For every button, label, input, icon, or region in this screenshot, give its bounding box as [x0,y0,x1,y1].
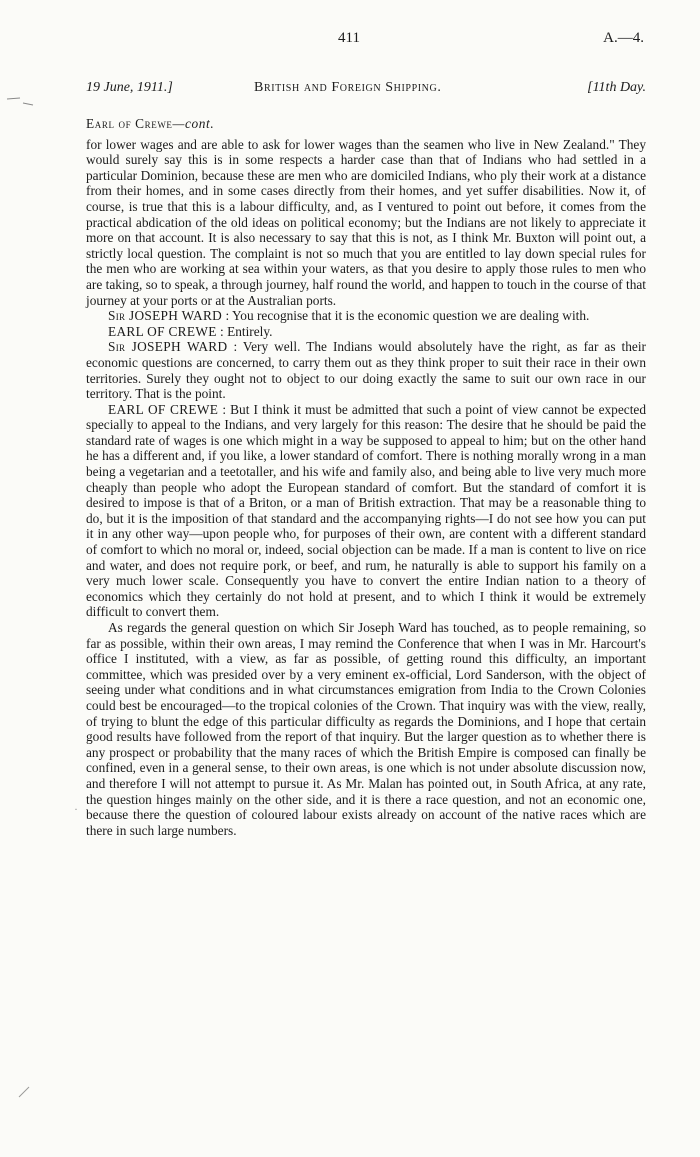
body-text [86,116,646,838]
paragraph: Sir JOSEPH WARD : You recognise that it is the economic question we are dealing with. [108,308,590,324]
speaker-name: EARL OF CREWE [108,323,217,339]
paragraph [86,620,646,838]
speaker-name: Sir JOSEPH WARD [108,308,223,324]
document-reference: A.—4. [603,30,644,46]
margin-dot: · [74,802,78,816]
running-head-day: [11th Day. [587,80,646,95]
running-head [86,80,646,100]
paragraph-text: Entirely. [227,323,273,339]
paragraph-text: for lower wages and are able to ask for lower wages than the seamen who live in New Zealand." They would surely say this is in some respects a harder case than that of Indians who had settled in a particular Dominion, because these are men who are domiciled Indians, who ply their work at a distance from their homes, and in some cases directly from their homes, and yet suffer disabilities. Now it, of course, is true that this is a labour difficulty, and, as I ventured to point out before, it comes from the practical abdication of the old ideas on political economy; but the Indians are not likely to appreciate it more on that account. It is also necessary to say that this is not, as I think Mr. Buxton will point out, a strictly local question. The complaint is not so much that you are entitled to lay down special rules for the men who are working at sea within your waters, as that you desire to apply those rules to men who are taking, so to speak, a through journey, half round the world, and happen to touch in the course of that journey at your ports or at the Australian ports. [86,136,646,308]
page-top-line [0,30,700,50]
running-head-date: 19 June, 1911.] [86,80,173,95]
running-head-title: British and Foreign Shipping. [254,80,442,95]
paragraph-text: Very well. The Indians would absolutely have the right, as far as their economic questions are concerned, to carry them out as they think proper to suit their race in their own territories. Surely they ought not to object to our doing exactly the same to suit our own race in our territory. That is the point. [86,339,646,402]
margin-pencil-mark [6,95,34,107]
paragraph-text: But I think it must be admitted that such a point of view cannot be expected specially to appeal to the Indians, and very largely for this reason: The desire that he should be paid the standard rate of wages is one which might in a way be supposed to appeal to him; but on the other hand he has a different and, if you like, a lower standard of comfort. There is nothing morally wrong in a man being a vegetarian and a teetotaller, and his wife and family also, and being able to live very much more cheaply than people who adopt the European standard of comfort. But the standard of comfort it is desired to impose is that of a Briton, or a man of British extraction. That may be a reasonable thing to do, but it is the imposition of that standard and the accompanying rights—I do not see how you can put it in any other way—upon people who, for purposes of their own, are content with a different standard of comfort to which no moral or, indeed, social objection can be made. If a man is content to live on rice and water, and does not require pork, or beef, and rum, he naturally is able to support his family on a very much lower scale. Consequently you have to convert the entire Indian nation to a theory of economics which they certainly do not hold at present, and to which I think it would be extremely difficult to convert them. [86,401,646,620]
speaker-name: Sir JOSEPH WARD [108,339,228,355]
section-heading [86,116,646,132]
page-number: 411 [338,30,360,46]
paragraph [86,137,646,309]
paragraph-text: You recognise that it is the economic question we are dealing with. [232,308,590,324]
paragraph-text: As regards the general question on which Sir Joseph Ward has touched, as to people remaining, so far as possible, within their own areas, I may remind the Conference that when I was in Mr. Harcourt's office I instituted, with a view, as far as possible, of getting round this difficulty, an important committee, which was presided over by a very eminent ex-official, Lord Sanderson, with the object of seeing under what conditions and in what circumstances emigration from India to the Crown Colonies could best be encouraged—to the tropical colonies of the Crown. That inquiry was with the view, really, of trying to blunt the edge of this particular difficulty as regards the Dominions, and I hope that certain good results have followed from the report of that inquiry. But the larger question as to whether there is any prospect or probability that the many races of which the British Empire is composed can finally be confined, even in a general sense, to their own areas, is one which is not under absolute discussion now, and therefore I will not attempt to pursue it. As Mr. Malan has pointed out, in South Africa, at any rate, the question hinges mainly on the other side, and it is there a race question, and not an economic one, because there the question of coloured labour exists already on account of the native races which are there in such large numbers. [86,620,646,838]
margin-pencil-tick [17,1085,31,1099]
section-speaker: Earl of Crewe [86,116,173,131]
paragraph: EARL OF CREWE : Entirely. [108,323,273,339]
speaker-name: EARL OF CREWE [108,401,219,417]
paragraph: Sir JOSEPH WARD : Very well. The Indians would absolutely have the right, as far as their economic questions are concerned, to carry them out as they think proper to suit their race in their own territories. Surely they ought not to object to our doing exactly the same to suit our own race in our territory. That is the point. [86,339,646,402]
paragraph: EARL OF CREWE : But I think it must be admitted that such a point of view cannot be expected specially to appeal to the Indians, and very largely for this reason: The desire that he should be paid the standard rate of wages is one which might in a way be supposed to appeal to him; but on the other hand he has a different and, if you like, a lower standard of comfort. There is nothing morally wrong in a man being a vegetarian and a teetotaller, and his wife and family also, and being able to live very much more cheaply than people who adopt the European standard of comfort. But the standard of comfort it is desired to impose is that of a Briton, or a man of British extraction. That may be a reasonable thing to do, but it is the imposition of that standard and the accompanying rights—I do not see how you can put it in any other way—upon people who, for purposes of their own, are content with a different standard of comfort to which no moral or, indeed, social objection can be made. If a man is content to live on rice and water, and does not require pork, or beef, and rum, he naturally is able to support his family on a very much lower scale. Consequently you have to convert the entire Indian nation to a theory of economics which they certainly do not hold at present, and to which I think it would be extremely difficult to convert them. [86,401,646,620]
section-continued: —cont. [172,116,215,131]
